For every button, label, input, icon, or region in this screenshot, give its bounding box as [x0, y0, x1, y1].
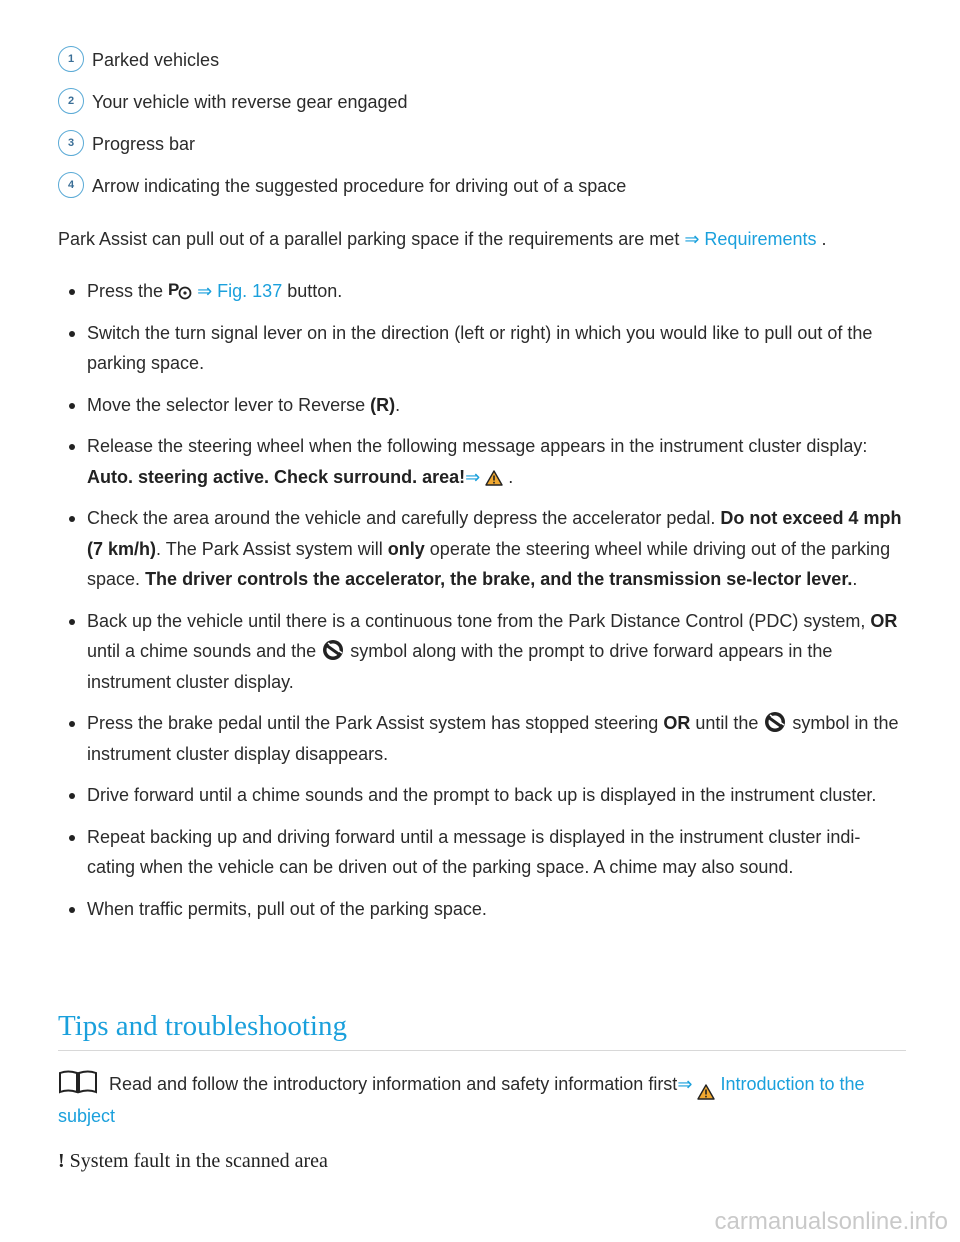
- legend-text: Parked vehicles: [92, 50, 220, 70]
- intro-paragraph: [58, 224, 908, 254]
- legend-item: [58, 128, 626, 170]
- requirements-link[interactable]: ⇒ Requirements: [684, 229, 817, 249]
- step-text: symbol in the instrument cluster display disappears.: [87, 713, 899, 764]
- step-text: Back up the vehicle until there is a continuous tone from the Park Distance Control (PDC) system,: [87, 610, 866, 631]
- step-text: .: [508, 466, 514, 487]
- step-text: Check the area around the vehicle and carefully depress the accelerator pedal.: [87, 508, 716, 528]
- legend-item: [58, 44, 626, 86]
- legend-item: [58, 170, 626, 212]
- step-text: Release the steering wheel when the following message appears in the instrument cluster display:: [87, 436, 868, 456]
- intro-note: [58, 1068, 908, 1132]
- step-text: symbol along with the prompt to drive forward appears in the instrument cluster display.: [87, 641, 833, 692]
- steering-wheel-icon: [321, 639, 345, 661]
- figure-legend: [58, 44, 626, 212]
- fault-subheading: [58, 1150, 328, 1173]
- cluster-message: Auto. steering active. Check surround. area!: [87, 466, 466, 487]
- step-text: Switch the turn signal lever on in the direction (left or right) in which you would like to pull out of the parking space.: [87, 322, 873, 373]
- step-text: .: [395, 394, 401, 415]
- step-text: . The Park Assist system will: [156, 538, 383, 559]
- warning-icon: [697, 1084, 715, 1100]
- step-item: [58, 390, 908, 421]
- callout-number-icon: 4: [58, 172, 84, 198]
- section-heading: Tips and troubleshooting: [58, 1006, 906, 1051]
- step-text: button.: [287, 281, 343, 301]
- subheading-text: System fault in the scanned area: [69, 1150, 328, 1172]
- step-text: Press the: [87, 281, 164, 301]
- svg-text:P: P: [168, 280, 180, 299]
- step-text: until a chime sounds and the: [87, 641, 317, 661]
- step-item: [58, 894, 908, 925]
- intro-text: Park Assist can pull out of a parallel parking space if the requirements are met: [58, 229, 680, 249]
- step-item: [58, 708, 908, 769]
- step-item: [58, 822, 908, 883]
- legend-text: Arrow indicating the suggested procedure for driving out of a space: [92, 176, 627, 196]
- step-text: Move the selector lever to Reverse: [87, 394, 366, 415]
- step-text: until the: [695, 713, 759, 733]
- legend-text: Progress bar: [92, 134, 196, 154]
- note-text: Read and follow the introductory information and safety information first: [109, 1074, 678, 1094]
- step-item: [58, 276, 908, 307]
- introduction-link[interactable]: Introduction to the subject: [58, 1074, 865, 1126]
- legend-text: Your vehicle with reverse gear engaged: [92, 92, 408, 112]
- step-text: operate the steering wheel while driving out of the parking space.: [87, 538, 891, 589]
- step-text: Press the brake pedal until the Park Assist system has stopped steering: [87, 713, 659, 733]
- step-text: .: [852, 569, 858, 589]
- intro-end: .: [821, 229, 827, 249]
- note-link-arrow[interactable]: ⇒: [677, 1074, 693, 1094]
- procedure-steps: [58, 276, 908, 935]
- step-item: [58, 606, 908, 698]
- step-item: [58, 431, 908, 492]
- step-text: Drive forward until a chime sounds and the prompt to back up is displayed in the instrument cluster.: [87, 785, 877, 805]
- emphasis-text: only: [387, 538, 425, 559]
- watermark: carmanualsonline.info: [714, 1208, 948, 1235]
- step-text: When traffic permits, pull out of the parking space.: [87, 898, 487, 919]
- callout-number-icon: 3: [58, 130, 84, 156]
- speed-limit-text: Do not exceed 4 mph (7 km/h): [87, 508, 902, 559]
- warning-link-arrow[interactable]: ⇒: [465, 466, 481, 487]
- step-item: [58, 318, 908, 379]
- step-item: [58, 780, 908, 811]
- callout-number-icon: 2: [58, 88, 84, 114]
- or-text: OR: [870, 610, 898, 631]
- or-text: OR: [663, 713, 691, 733]
- park-assist-icon: [168, 280, 192, 300]
- steering-wheel-icon: [763, 711, 787, 733]
- callout-number-icon: 1: [58, 46, 84, 72]
- exclamation-icon: !: [58, 1150, 65, 1172]
- warning-icon: [485, 470, 503, 486]
- step-text: Repeat backing up and driving forward until a message is displayed in the instrument cluster indi-cating when the vehicle can be driven out of the parking space. A chime may also sound.: [87, 826, 861, 877]
- book-icon: [58, 1070, 98, 1094]
- legend-item: [58, 86, 626, 128]
- driver-controls-text: The driver controls the accelerator, the brake, and the transmission se-lector lever.: [145, 569, 853, 589]
- fig-137-link[interactable]: ⇒ Fig. 137: [197, 281, 283, 301]
- reverse-gear-label: (R): [370, 394, 396, 415]
- step-item: [58, 503, 908, 595]
